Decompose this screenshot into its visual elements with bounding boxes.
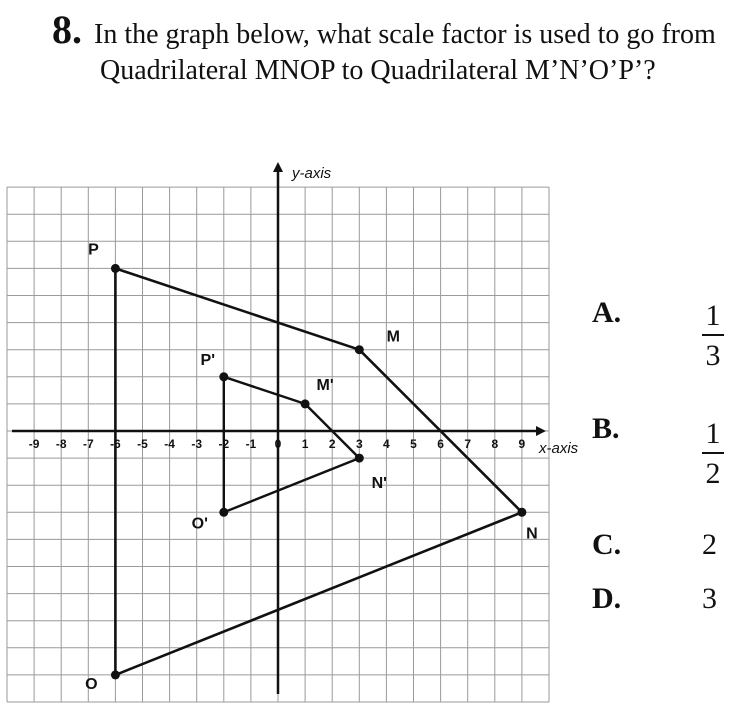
choice-a-numerator: 1 <box>705 299 721 332</box>
vertex-point <box>219 508 228 517</box>
x-tick-label: -3 <box>191 437 203 451</box>
x-tick-label: 9 <box>518 437 526 451</box>
vertex-label: P <box>88 241 99 259</box>
fraction-bar <box>702 334 724 336</box>
x-tick-label: 1 <box>301 437 309 451</box>
vertex-point <box>355 454 364 463</box>
x-axis-label: x-axis <box>539 440 579 457</box>
choice-b-fraction <box>698 418 728 490</box>
x-tick-label: 2 <box>328 437 336 451</box>
vertex-point <box>301 399 310 408</box>
choice-b-letter[interactable]: B. <box>592 412 620 445</box>
choice-c-letter[interactable]: C. <box>592 528 622 561</box>
x-tick-label: 0 <box>274 437 282 451</box>
x-tick-label: -1 <box>245 437 257 451</box>
question-text-line-1: In the graph below, what scale factor is used to go from <box>94 19 716 50</box>
vertex-point <box>517 508 526 517</box>
choice-a-denominator: 3 <box>705 339 721 372</box>
x-tick-labels <box>29 437 526 451</box>
x-tick-label: -9 <box>28 437 40 451</box>
vertex-point <box>111 264 120 273</box>
x-tick-label: -4 <box>164 437 175 451</box>
choice-a-fraction <box>698 300 728 372</box>
x-tick-label: 6 <box>437 437 444 451</box>
vertex-point <box>219 372 228 381</box>
vertex-point <box>111 670 120 679</box>
x-tick-label: -6 <box>110 437 121 451</box>
vertex-label: N' <box>371 475 387 493</box>
vertex-label: M' <box>316 376 334 394</box>
vertex-point <box>355 345 364 354</box>
x-tick-label: 4 <box>383 437 390 451</box>
question-text-line-2: Quadrilateral MNOP to Quadrilateral M’N’O’P’? <box>100 55 656 86</box>
x-tick-label: 3 <box>355 437 363 451</box>
y-axis-label: y-axis <box>292 165 332 182</box>
x-tick-label: -5 <box>137 437 148 451</box>
vertex-label: O <box>85 675 98 693</box>
x-tick-label: 7 <box>464 437 472 451</box>
vertex-label: P' <box>200 351 216 369</box>
quadrilateral-mnop <box>115 268 522 675</box>
choice-b-numerator: 1 <box>705 417 721 450</box>
y-axis-arrow <box>273 162 283 172</box>
x-tick-label: -7 <box>82 437 94 451</box>
vertex-label: O' <box>191 515 208 533</box>
x-axis-arrow <box>536 426 546 436</box>
x-tick-label: -2 <box>218 437 230 451</box>
quadrilaterals <box>111 264 527 680</box>
fraction-bar <box>702 452 724 454</box>
quadrilateral-image <box>224 377 359 513</box>
question-number: 8. <box>52 7 82 52</box>
vertex-label: M <box>386 328 400 346</box>
choice-a-letter[interactable]: A. <box>592 296 622 329</box>
x-tick-label: 5 <box>410 437 417 451</box>
x-tick-label: 8 <box>491 437 499 451</box>
choice-c-value: 2 <box>702 528 717 561</box>
choice-b-denominator: 2 <box>705 457 721 490</box>
x-tick-label: -8 <box>55 437 67 451</box>
vertex-labels <box>82 241 538 693</box>
choice-d-value: 3 <box>702 582 717 615</box>
choice-d-letter[interactable]: D. <box>592 582 622 615</box>
vertex-label: N <box>526 525 538 543</box>
